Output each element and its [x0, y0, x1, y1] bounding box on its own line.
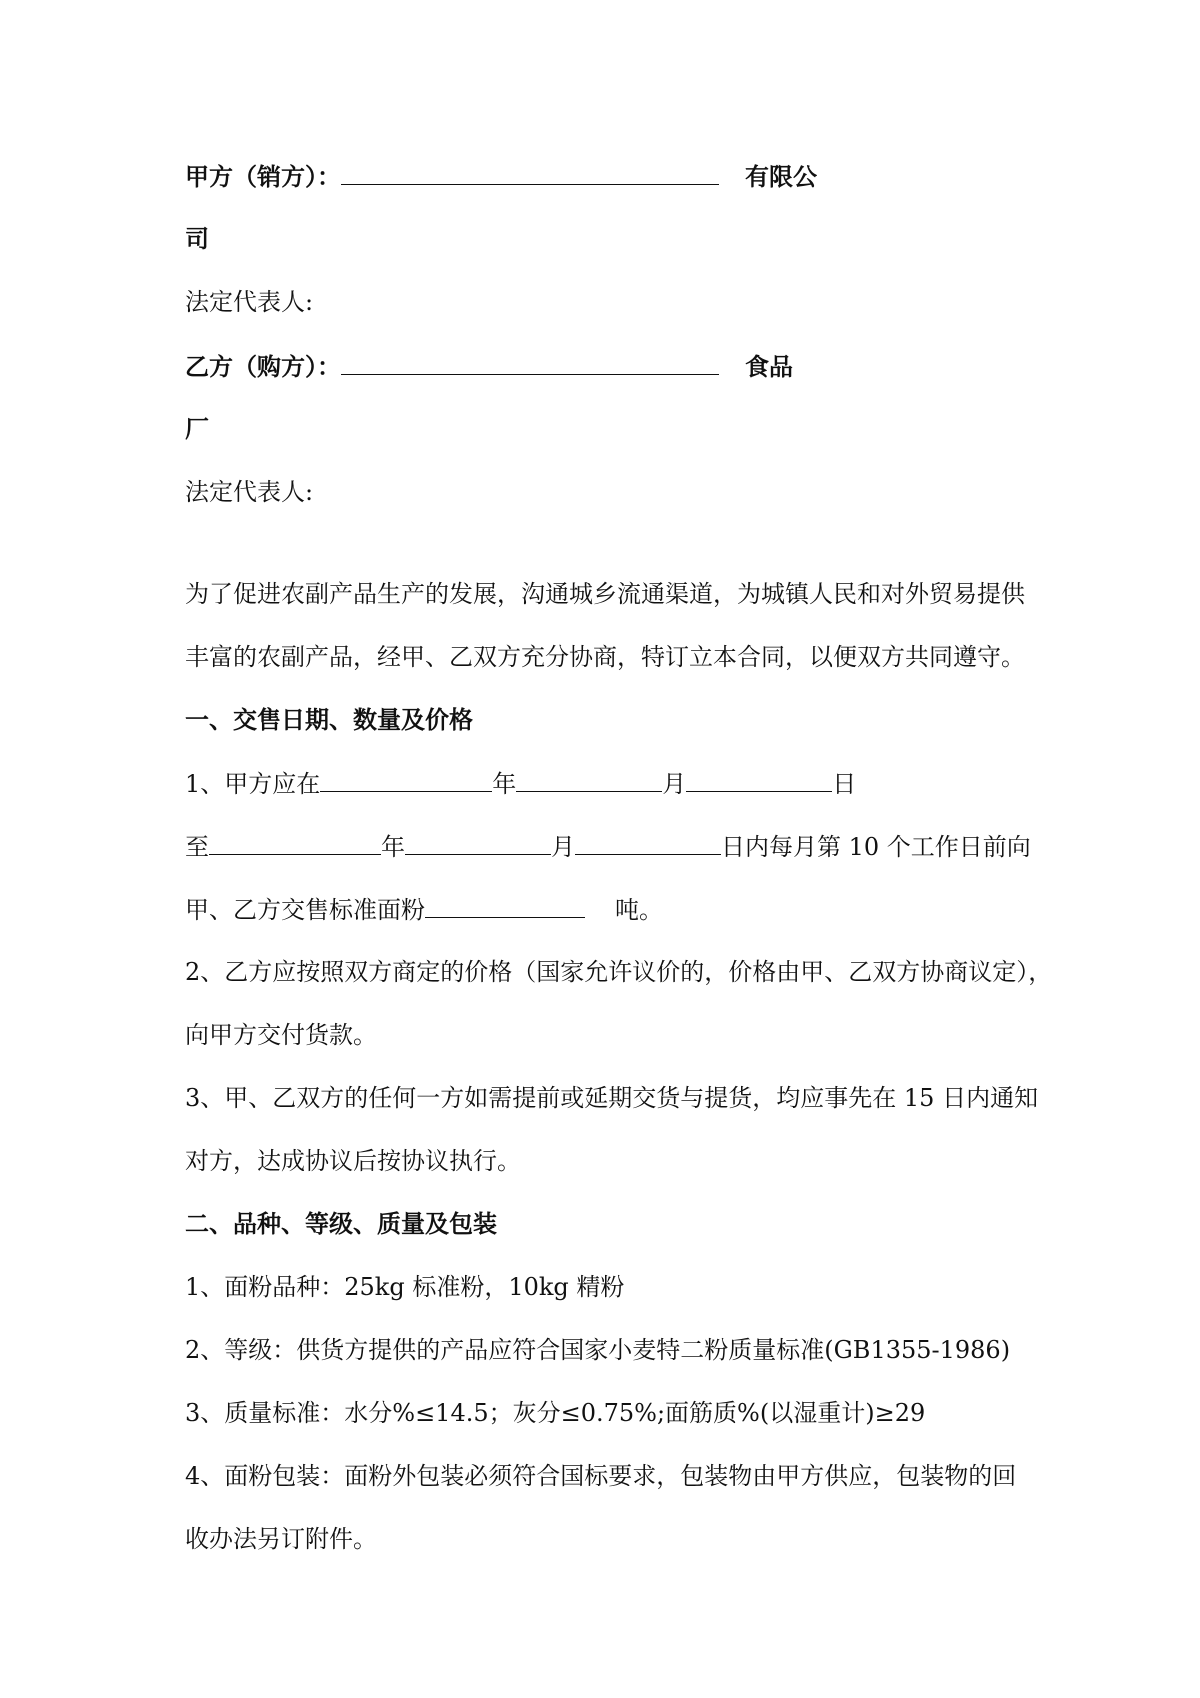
party-a-label: 甲方（销方）： — [185, 163, 341, 191]
party-a-name-blank[interactable] — [341, 160, 719, 185]
s1-item1-line2 — [185, 830, 1031, 863]
party-b-label: 乙方（购方）： — [185, 353, 341, 381]
s1-item1-line1 — [185, 767, 856, 800]
s2-item4-line2: 收办法另订附件。 — [185, 1525, 377, 1553]
s1-year2-label: 年 — [381, 833, 405, 861]
s1-item2-line1: 2、乙方应按照双方商定的价格（国家允许议价的，价格由甲、乙双方协商议定）， — [185, 958, 1053, 986]
s1-item1-line3 — [185, 893, 663, 926]
s2-item2: 2、等级：供货方提供的产品应符合国家小麦特二粉质量标准(GB1355-1986) — [185, 1336, 1011, 1364]
preamble-line-2: 丰富的农副产品，经甲、乙双方充分协商，特订立本合同，以便双方共同遵守。 — [185, 643, 1025, 671]
quantity-blank[interactable] — [425, 893, 585, 918]
s1-year-label: 年 — [492, 770, 517, 798]
preamble-line-1: 为了促进农副产品生产的发展，沟通城乡流通渠道，为城镇人民和对外贸易提供 — [185, 580, 1025, 608]
s1-tail-text: 日内每月第 10 个工作日前向 — [721, 833, 1031, 861]
section-2-heading: 二、品种、等级、质量及包装 — [185, 1210, 497, 1238]
s1-to-label: 至 — [185, 833, 209, 861]
s1-unit-label: 吨。 — [615, 896, 663, 924]
party-a-suffix: 有限公 — [745, 163, 817, 191]
party-b-rep-label: 法定代表人: — [185, 478, 314, 506]
end-year-blank[interactable] — [209, 830, 381, 855]
s1-item1-prefix: 1、甲方应在 — [185, 770, 321, 798]
party-b-line — [185, 350, 793, 383]
party-b-suffix: 食品 — [745, 353, 793, 381]
section-1-heading: 一、交售日期、数量及价格 — [185, 706, 473, 734]
s1-line3-prefix: 甲、乙方交售标准面粉 — [185, 896, 425, 924]
s1-day-label: 日 — [832, 770, 857, 798]
start-year-blank[interactable] — [320, 767, 492, 792]
start-month-blank[interactable] — [516, 767, 662, 792]
start-day-blank[interactable] — [686, 767, 832, 792]
s1-item3-line1: 3、甲、乙双方的任何一方如需提前或延期交货与提货，均应事先在 15 日内通知 — [185, 1084, 1039, 1112]
s1-month-label: 月 — [662, 770, 687, 798]
end-day-blank[interactable] — [575, 830, 721, 855]
party-b-name-blank[interactable] — [341, 350, 719, 375]
party-b-suffix-wrap: 厂 — [185, 415, 209, 443]
party-a-rep-label: 法定代表人: — [185, 288, 314, 316]
s1-month2-label: 月 — [551, 833, 575, 861]
s2-item3: 3、质量标准：水分%≤14.5；灰分≤0.75%;面筋质%(以湿重计)≥29 — [185, 1399, 926, 1427]
s2-item1: 1、面粉品种：25kg 标准粉，10kg 精粉 — [185, 1273, 625, 1301]
party-a-suffix-wrap: 司 — [185, 225, 209, 253]
s1-item2-line2: 向甲方交付货款。 — [185, 1021, 377, 1049]
party-a-line — [185, 160, 817, 193]
end-month-blank[interactable] — [405, 830, 551, 855]
s2-item4-line1: 4、面粉包装：面粉外包装必须符合国标要求，包装物由甲方供应，包装物的回 — [185, 1462, 1017, 1490]
s1-item3-line2: 对方，达成协议后按协议执行。 — [185, 1147, 521, 1175]
